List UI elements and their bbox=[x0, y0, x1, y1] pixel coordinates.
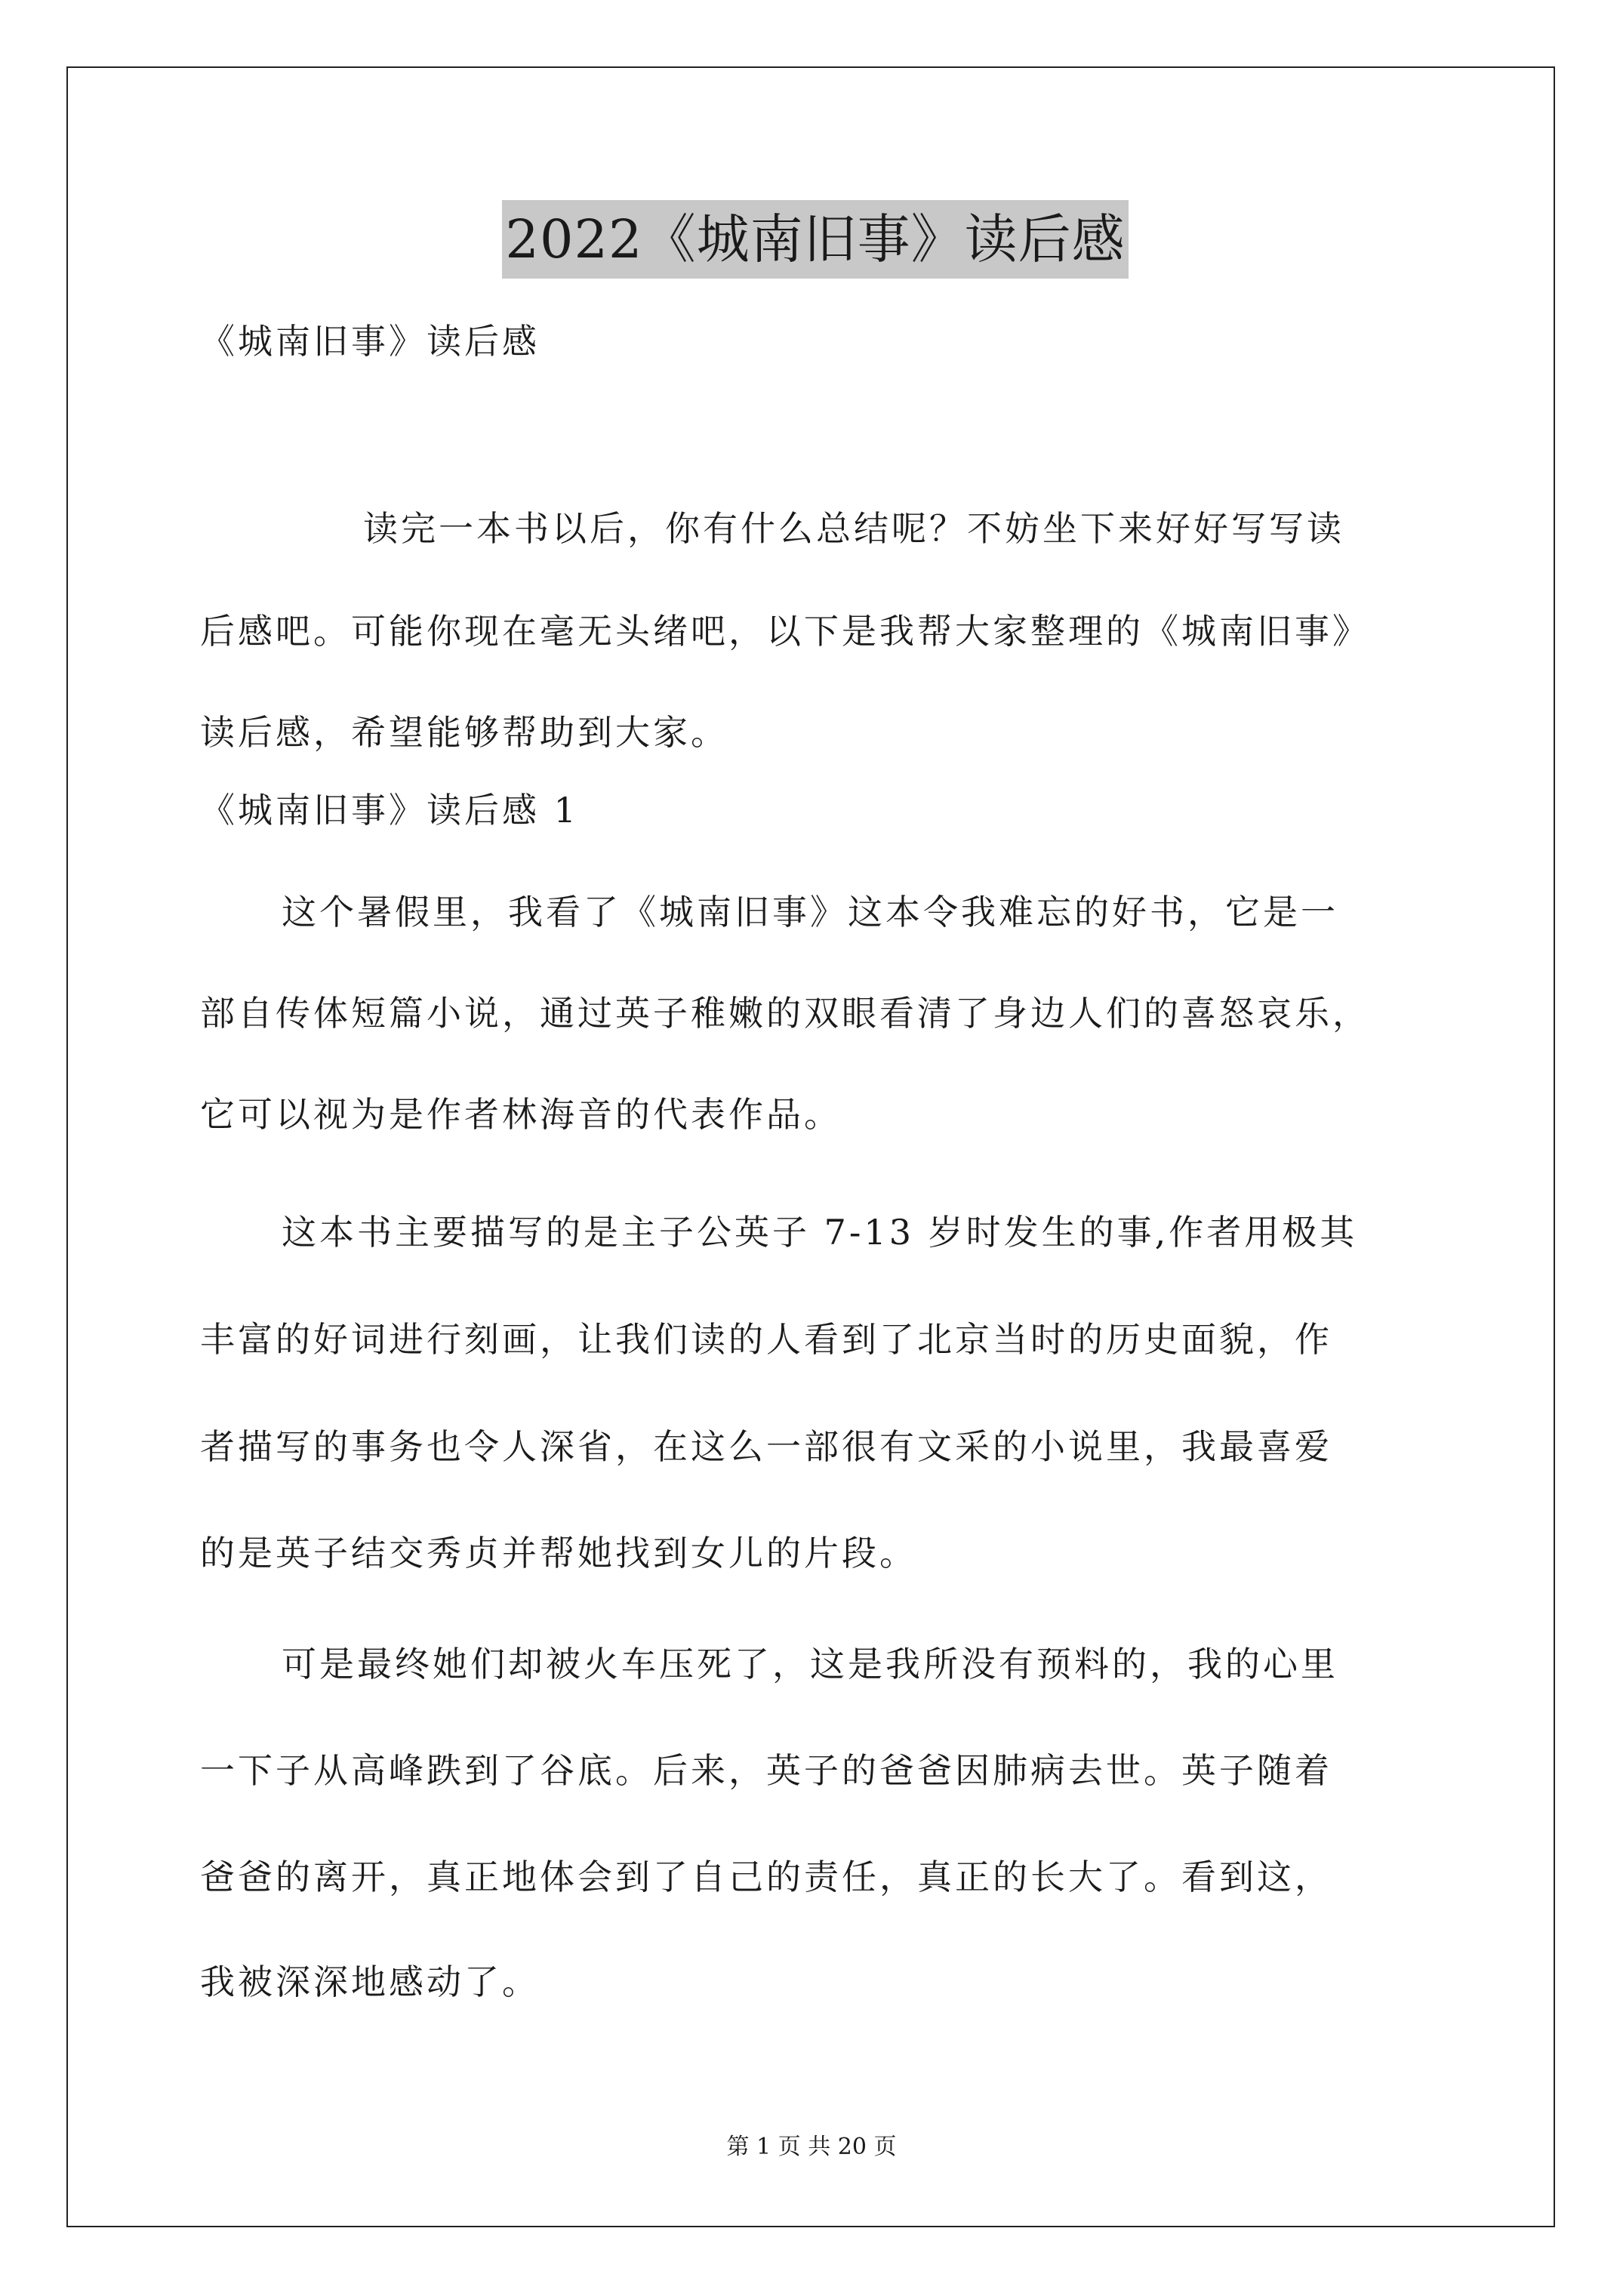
document-subtitle: 《城南旧事》读后感 bbox=[200, 321, 540, 362]
paragraph-line: 这个暑假里，我看了《城南旧事》这本令我难忘的好书，它是一 bbox=[282, 892, 1338, 932]
document-title: 2022《城南旧事》读后感 bbox=[502, 200, 1128, 279]
intro-line: 读完一本书以后，你有什么总结呢？不妨坐下来好好写写读 bbox=[363, 508, 1344, 549]
paragraph-line: 丰富的好词进行刻画，让我们读的人看到了北京当时的历史面貌，作 bbox=[200, 1319, 1332, 1360]
page-footer: 第 1 页 共 20 页 bbox=[726, 2134, 897, 2160]
section-heading: 《城南旧事》读后感 1 bbox=[200, 790, 579, 831]
paragraph-line: 的是英子结交秀贞并帮她找到女儿的片段。 bbox=[200, 1533, 917, 1573]
title-wrap bbox=[200, 200, 1431, 279]
paragraph-line: 爸爸的离开，真正地体会到了自己的责任，真正的长大了。看到这， bbox=[200, 1857, 1332, 1897]
paragraph-line: 可是最终她们却被火车压死了，这是我所没有预料的，我的心里 bbox=[282, 1644, 1338, 1684]
paragraph-line: 它可以视为是作者林海音的代表作品。 bbox=[200, 1094, 842, 1135]
intro-line: 后感吧。可能你现在毫无头绪吧，以下是我帮大家整理的《城南旧事》 bbox=[200, 611, 1370, 652]
intro-line: 读后感，希望能够帮助到大家。 bbox=[200, 712, 728, 753]
paragraph-line: 我被深深地感动了。 bbox=[200, 1962, 540, 2002]
paragraph-line: 者描写的事务也令人深省，在这么一部很有文采的小说里，我最喜爱 bbox=[200, 1426, 1332, 1467]
page-frame bbox=[66, 66, 1555, 2227]
paragraph-line: 一下子从高峰跌到了谷底。后来，英子的爸爸因肺病去世。英子随着 bbox=[200, 1750, 1332, 1791]
paragraph-line: 这本书主要描写的是主子公英子 7-13 岁时发生的事,作者用极其 bbox=[282, 1212, 1358, 1253]
paragraph-line: 部自传体短篇小说，通过英子稚嫩的双眼看清了身边人们的喜怒哀乐， bbox=[200, 993, 1370, 1034]
